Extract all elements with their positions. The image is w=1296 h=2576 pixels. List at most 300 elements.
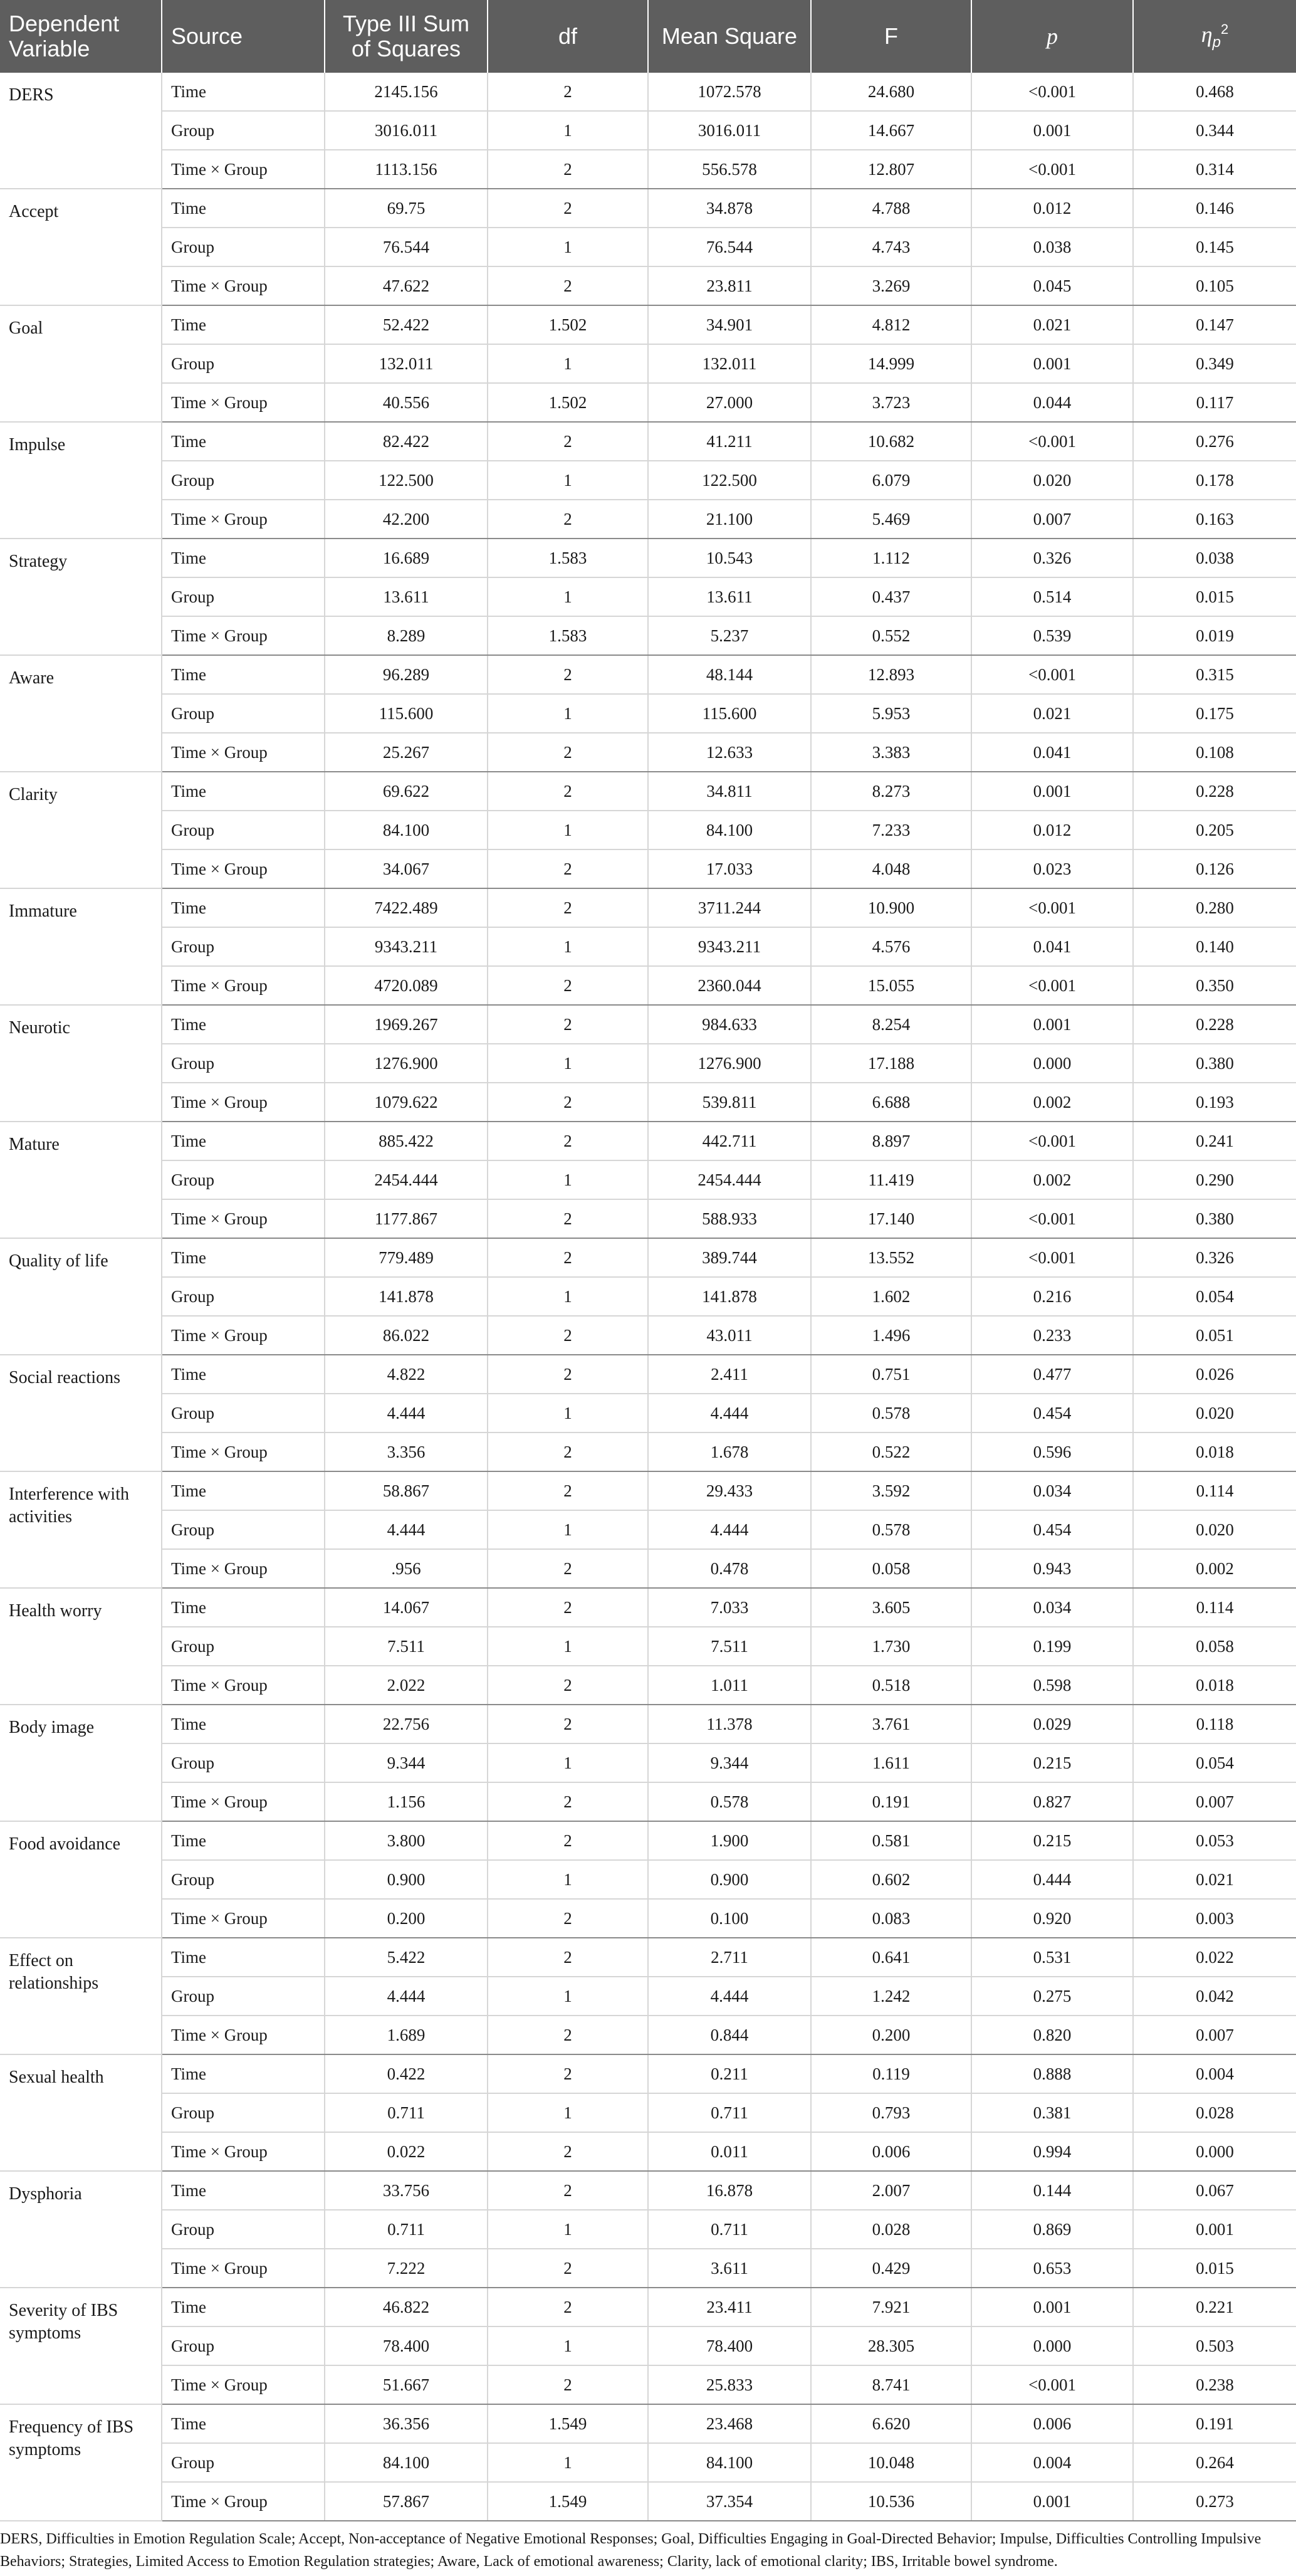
table-row: [0, 2365, 1296, 2404]
cell-f: 8.897: [811, 1122, 971, 1160]
cell-df: 1.549: [488, 2482, 648, 2521]
header-dependent-variable: Dependent Variable: [0, 0, 162, 73]
cell-p: 0.531: [971, 1938, 1133, 1977]
cell-df: 2: [488, 1005, 648, 1044]
cell-source: Time × Group: [162, 2365, 325, 2404]
cell-partial-eta-squared: 0.114: [1133, 1471, 1296, 1510]
table-row: [0, 2288, 1296, 2326]
cell-df: 1: [488, 1627, 648, 1666]
table-row: [0, 1821, 1296, 1860]
cell-source: Time: [162, 888, 325, 927]
table-row: [0, 1199, 1296, 1238]
cell-mean-square: 132.011: [648, 344, 811, 383]
cell-p: <0.001: [971, 73, 1133, 111]
cell-sum-of-squares: 4.822: [325, 1355, 488, 1394]
cell-df: 1: [488, 1510, 648, 1549]
header-p-label: p: [1047, 24, 1058, 49]
cell-source: Time × Group: [162, 1782, 325, 1821]
table-row: [0, 2482, 1296, 2521]
cell-f: 2.007: [811, 2171, 971, 2210]
table-row: [0, 1588, 1296, 1627]
cell-df: 1: [488, 811, 648, 849]
cell-sum-of-squares: 58.867: [325, 1471, 488, 1510]
cell-partial-eta-squared: 0.021: [1133, 1860, 1296, 1899]
cell-mean-square: 2.711: [648, 1938, 811, 1977]
cell-df: 1: [488, 1743, 648, 1782]
dependent-variable-cell: Goal: [0, 305, 162, 422]
cell-source: Time: [162, 422, 325, 461]
cell-sum-of-squares: 40.556: [325, 383, 488, 422]
dependent-variable-cell: Social reactions: [0, 1355, 162, 1471]
cell-f: 1.112: [811, 539, 971, 577]
cell-mean-square: 48.144: [648, 655, 811, 694]
cell-partial-eta-squared: 0.058: [1133, 1627, 1296, 1666]
cell-p: 0.001: [971, 344, 1133, 383]
cell-partial-eta-squared: 0.118: [1133, 1705, 1296, 1743]
table-header: [0, 0, 1296, 73]
cell-p: 0.021: [971, 305, 1133, 344]
cell-f: 4.788: [811, 189, 971, 228]
cell-f: 0.058: [811, 1549, 971, 1588]
cell-f: 3.723: [811, 383, 971, 422]
cell-f: 3.761: [811, 1705, 971, 1743]
cell-sum-of-squares: 13.611: [325, 577, 488, 616]
cell-partial-eta-squared: 0.314: [1133, 150, 1296, 189]
cell-df: 2: [488, 1471, 648, 1510]
cell-f: 4.576: [811, 927, 971, 966]
cell-df: 1: [488, 577, 648, 616]
cell-df: 2: [488, 2288, 648, 2326]
cell-partial-eta-squared: 0.349: [1133, 344, 1296, 383]
cell-sum-of-squares: 78.400: [325, 2326, 488, 2365]
dependent-variable-cell: Frequency of IBS symptoms: [0, 2404, 162, 2521]
cell-partial-eta-squared: 0.007: [1133, 2016, 1296, 2054]
cell-df: 2: [488, 1666, 648, 1705]
cell-mean-square: 0.578: [648, 1782, 811, 1821]
cell-partial-eta-squared: 0.315: [1133, 655, 1296, 694]
cell-source: Group: [162, 2210, 325, 2249]
cell-partial-eta-squared: 0.238: [1133, 2365, 1296, 2404]
cell-partial-eta-squared: 0.205: [1133, 811, 1296, 849]
cell-partial-eta-squared: 0.108: [1133, 733, 1296, 772]
cell-f: 4.743: [811, 228, 971, 266]
cell-sum-of-squares: 1177.867: [325, 1199, 488, 1238]
cell-p: 0.326: [971, 539, 1133, 577]
cell-source: Group: [162, 228, 325, 266]
cell-f: 0.006: [811, 2132, 971, 2171]
cell-sum-of-squares: 0.711: [325, 2093, 488, 2132]
cell-source: Group: [162, 1044, 325, 1083]
cell-p: 0.002: [971, 1083, 1133, 1122]
cell-mean-square: 141.878: [648, 1277, 811, 1316]
dependent-variable-cell: Body image: [0, 1705, 162, 1821]
table-row: [0, 1355, 1296, 1394]
table-row: [0, 849, 1296, 888]
cell-df: 1: [488, 1277, 648, 1316]
cell-sum-of-squares: 1079.622: [325, 1083, 488, 1122]
table-row: [0, 500, 1296, 539]
cell-sum-of-squares: 47.622: [325, 266, 488, 305]
cell-sum-of-squares: 51.667: [325, 2365, 488, 2404]
table-row: [0, 2132, 1296, 2171]
cell-p: 0.454: [971, 1510, 1133, 1549]
cell-mean-square: 43.011: [648, 1316, 811, 1355]
cell-df: 1: [488, 1860, 648, 1899]
cell-sum-of-squares: 2454.444: [325, 1160, 488, 1199]
cell-mean-square: 9.344: [648, 1743, 811, 1782]
cell-p: 0.215: [971, 1821, 1133, 1860]
cell-f: 17.140: [811, 1199, 971, 1238]
cell-partial-eta-squared: 0.054: [1133, 1743, 1296, 1782]
cell-source: Time × Group: [162, 2482, 325, 2521]
cell-p: 0.002: [971, 1160, 1133, 1199]
cell-mean-square: 2.411: [648, 1355, 811, 1394]
cell-source: Time: [162, 73, 325, 111]
cell-f: 0.191: [811, 1782, 971, 1821]
cell-partial-eta-squared: 0.019: [1133, 616, 1296, 655]
cell-sum-of-squares: 96.289: [325, 655, 488, 694]
cell-partial-eta-squared: 0.117: [1133, 383, 1296, 422]
cell-mean-square: 556.578: [648, 150, 811, 189]
cell-mean-square: 389.744: [648, 1238, 811, 1277]
table-row: [0, 189, 1296, 228]
cell-df: 1: [488, 1044, 648, 1083]
cell-f: 0.518: [811, 1666, 971, 1705]
cell-mean-square: 3.611: [648, 2249, 811, 2288]
cell-source: Group: [162, 344, 325, 383]
cell-partial-eta-squared: 0.000: [1133, 2132, 1296, 2171]
cell-p: <0.001: [971, 1238, 1133, 1277]
cell-mean-square: 1276.900: [648, 1044, 811, 1083]
cell-df: 1.583: [488, 616, 648, 655]
cell-sum-of-squares: 1113.156: [325, 150, 488, 189]
table-row: [0, 1666, 1296, 1705]
cell-partial-eta-squared: 0.004: [1133, 2054, 1296, 2093]
cell-f: 6.079: [811, 461, 971, 500]
cell-source: Time: [162, 1588, 325, 1627]
cell-mean-square: 21.100: [648, 500, 811, 539]
cell-partial-eta-squared: 0.178: [1133, 461, 1296, 500]
cell-source: Time: [162, 655, 325, 694]
dependent-variable-cell: Clarity: [0, 772, 162, 888]
cell-f: 0.028: [811, 2210, 971, 2249]
cell-source: Time × Group: [162, 1433, 325, 1471]
cell-p: <0.001: [971, 1199, 1133, 1238]
cell-p: <0.001: [971, 150, 1133, 189]
cell-f: 13.552: [811, 1238, 971, 1277]
cell-mean-square: 115.600: [648, 694, 811, 733]
cell-mean-square: 4.444: [648, 1394, 811, 1433]
cell-mean-square: 23.411: [648, 2288, 811, 2326]
cell-partial-eta-squared: 0.038: [1133, 539, 1296, 577]
cell-source: Group: [162, 2326, 325, 2365]
header-eta-symbol: η: [1201, 22, 1213, 48]
cell-p: 0.454: [971, 1394, 1133, 1433]
cell-source: Time: [162, 772, 325, 811]
cell-partial-eta-squared: 0.053: [1133, 1821, 1296, 1860]
cell-source: Time: [162, 1821, 325, 1860]
cell-p: <0.001: [971, 1122, 1133, 1160]
cell-partial-eta-squared: 0.140: [1133, 927, 1296, 966]
cell-partial-eta-squared: 0.191: [1133, 2404, 1296, 2443]
cell-df: 2: [488, 733, 648, 772]
cell-p: 0.012: [971, 189, 1133, 228]
header-eta-superscript: 2: [1220, 21, 1229, 38]
cell-df: 1.549: [488, 2404, 648, 2443]
cell-df: 2: [488, 2249, 648, 2288]
cell-f: 3.269: [811, 266, 971, 305]
cell-sum-of-squares: 7.511: [325, 1627, 488, 1666]
cell-sum-of-squares: 1969.267: [325, 1005, 488, 1044]
cell-f: 12.807: [811, 150, 971, 189]
cell-sum-of-squares: 2.022: [325, 1666, 488, 1705]
cell-partial-eta-squared: 0.018: [1133, 1433, 1296, 1471]
cell-df: 1: [488, 694, 648, 733]
cell-f: 28.305: [811, 2326, 971, 2365]
table-row: [0, 1471, 1296, 1510]
table-row: [0, 1083, 1296, 1122]
cell-sum-of-squares: 52.422: [325, 305, 488, 344]
cell-partial-eta-squared: 0.022: [1133, 1938, 1296, 1977]
cell-sum-of-squares: 84.100: [325, 811, 488, 849]
cell-mean-square: 76.544: [648, 228, 811, 266]
cell-p: 0.539: [971, 616, 1133, 655]
cell-df: 2: [488, 266, 648, 305]
cell-sum-of-squares: 8.289: [325, 616, 488, 655]
cell-mean-square: 34.811: [648, 772, 811, 811]
cell-df: 2: [488, 1355, 648, 1394]
cell-f: 0.602: [811, 1860, 971, 1899]
cell-partial-eta-squared: 0.264: [1133, 2443, 1296, 2482]
cell-p: 0.012: [971, 811, 1133, 849]
cell-partial-eta-squared: 0.020: [1133, 1510, 1296, 1549]
cell-sum-of-squares: 0.200: [325, 1899, 488, 1938]
cell-f: 0.578: [811, 1394, 971, 1433]
cell-partial-eta-squared: 0.228: [1133, 1005, 1296, 1044]
cell-source: Group: [162, 1510, 325, 1549]
cell-f: 15.055: [811, 966, 971, 1005]
header-row: [0, 0, 1296, 73]
cell-mean-square: 12.633: [648, 733, 811, 772]
cell-sum-of-squares: 14.067: [325, 1588, 488, 1627]
cell-mean-square: 29.433: [648, 1471, 811, 1510]
cell-p: 0.004: [971, 2443, 1133, 2482]
cell-df: 2: [488, 2132, 648, 2171]
cell-p: 0.444: [971, 1860, 1133, 1899]
cell-sum-of-squares: 69.75: [325, 189, 488, 228]
cell-source: Time: [162, 1355, 325, 1394]
cell-partial-eta-squared: 0.067: [1133, 2171, 1296, 2210]
cell-f: 17.188: [811, 1044, 971, 1083]
cell-partial-eta-squared: 0.193: [1133, 1083, 1296, 1122]
cell-mean-square: 122.500: [648, 461, 811, 500]
cell-sum-of-squares: 16.689: [325, 539, 488, 577]
cell-partial-eta-squared: 0.042: [1133, 1977, 1296, 2016]
cell-f: 5.953: [811, 694, 971, 733]
cell-p: 0.029: [971, 1705, 1133, 1743]
dependent-variable-cell: Effect on relationships: [0, 1938, 162, 2054]
cell-source: Time × Group: [162, 150, 325, 189]
header-source: Source: [162, 0, 325, 73]
cell-df: 2: [488, 849, 648, 888]
cell-source: Time: [162, 1005, 325, 1044]
cell-source: Group: [162, 1627, 325, 1666]
cell-f: 6.620: [811, 2404, 971, 2443]
cell-partial-eta-squared: 0.146: [1133, 189, 1296, 228]
cell-mean-square: 10.543: [648, 539, 811, 577]
cell-f: 10.900: [811, 888, 971, 927]
cell-df: 2: [488, 1122, 648, 1160]
cell-partial-eta-squared: 0.007: [1133, 1782, 1296, 1821]
cell-mean-square: 37.354: [648, 2482, 811, 2521]
cell-sum-of-squares: 1.156: [325, 1782, 488, 1821]
cell-f: 0.083: [811, 1899, 971, 1938]
dependent-variable-cell: Sexual health: [0, 2054, 162, 2171]
cell-source: Group: [162, 1277, 325, 1316]
header-sum-of-squares: Type III Sum of Squares: [325, 0, 488, 73]
cell-p: 0.000: [971, 1044, 1133, 1083]
cell-f: 7.921: [811, 2288, 971, 2326]
cell-p: 0.007: [971, 500, 1133, 539]
cell-partial-eta-squared: 0.147: [1133, 305, 1296, 344]
cell-f: 8.273: [811, 772, 971, 811]
cell-p: 0.006: [971, 2404, 1133, 2443]
cell-f: 10.682: [811, 422, 971, 461]
cell-df: 1: [488, 2326, 648, 2365]
table-row: [0, 1549, 1296, 1588]
cell-sum-of-squares: 33.756: [325, 2171, 488, 2210]
cell-p: 0.514: [971, 577, 1133, 616]
cell-mean-square: 7.033: [648, 1588, 811, 1627]
cell-f: 1.611: [811, 1743, 971, 1782]
cell-mean-square: 0.711: [648, 2210, 811, 2249]
cell-source: Time × Group: [162, 383, 325, 422]
header-eta-subscript: p: [1212, 34, 1221, 51]
table-row: [0, 1743, 1296, 1782]
cell-source: Time × Group: [162, 1899, 325, 1938]
cell-source: Time × Group: [162, 1549, 325, 1588]
cell-sum-of-squares: 4.444: [325, 1394, 488, 1433]
cell-df: 2: [488, 1782, 648, 1821]
cell-partial-eta-squared: 0.468: [1133, 73, 1296, 111]
cell-partial-eta-squared: 0.051: [1133, 1316, 1296, 1355]
table-row: [0, 1394, 1296, 1433]
cell-mean-square: 4.444: [648, 1510, 811, 1549]
cell-p: 0.001: [971, 2288, 1133, 2326]
table-row: [0, 2054, 1296, 2093]
cell-source: Time × Group: [162, 2016, 325, 2054]
table-row: [0, 2210, 1296, 2249]
cell-partial-eta-squared: 0.020: [1133, 1394, 1296, 1433]
cell-partial-eta-squared: 0.326: [1133, 1238, 1296, 1277]
cell-p: 0.477: [971, 1355, 1133, 1394]
cell-df: 2: [488, 1199, 648, 1238]
cell-sum-of-squares: 76.544: [325, 228, 488, 266]
cell-partial-eta-squared: 0.145: [1133, 228, 1296, 266]
cell-source: Time: [162, 305, 325, 344]
cell-sum-of-squares: 46.822: [325, 2288, 488, 2326]
table-row: [0, 1627, 1296, 1666]
cell-partial-eta-squared: 0.126: [1133, 849, 1296, 888]
table-row: [0, 927, 1296, 966]
cell-partial-eta-squared: 0.175: [1133, 694, 1296, 733]
table-row: [0, 616, 1296, 655]
cell-partial-eta-squared: 0.018: [1133, 1666, 1296, 1705]
cell-mean-square: 3711.244: [648, 888, 811, 927]
cell-df: 1: [488, 228, 648, 266]
cell-mean-square: 25.833: [648, 2365, 811, 2404]
table-row: [0, 2093, 1296, 2132]
cell-df: 2: [488, 1083, 648, 1122]
header-mean-square: Mean Square: [648, 0, 811, 73]
header-p: [971, 0, 1133, 73]
cell-source: Group: [162, 461, 325, 500]
cell-p: 0.994: [971, 2132, 1133, 2171]
cell-source: Time: [162, 1938, 325, 1977]
cell-df: 2: [488, 655, 648, 694]
cell-source: Time × Group: [162, 966, 325, 1005]
cell-mean-square: 41.211: [648, 422, 811, 461]
cell-p: 0.045: [971, 266, 1133, 305]
dependent-variable-cell: Mature: [0, 1122, 162, 1238]
table-row: [0, 1860, 1296, 1899]
cell-source: Group: [162, 1394, 325, 1433]
cell-df: 1: [488, 111, 648, 150]
cell-source: Group: [162, 1743, 325, 1782]
cell-sum-of-squares: 9343.211: [325, 927, 488, 966]
cell-partial-eta-squared: 0.350: [1133, 966, 1296, 1005]
table-row: [0, 461, 1296, 500]
cell-p: 0.943: [971, 1549, 1133, 1588]
cell-mean-square: 539.811: [648, 1083, 811, 1122]
cell-df: 1: [488, 2443, 648, 2482]
table-body: [0, 73, 1296, 2521]
cell-mean-square: 17.033: [648, 849, 811, 888]
cell-sum-of-squares: 57.867: [325, 2482, 488, 2521]
table-row: [0, 1122, 1296, 1160]
table-row: [0, 2171, 1296, 2210]
cell-sum-of-squares: 9.344: [325, 1743, 488, 1782]
cell-source: Time × Group: [162, 1316, 325, 1355]
cell-p: 0.000: [971, 2326, 1133, 2365]
cell-mean-square: 984.633: [648, 1005, 811, 1044]
cell-p: 0.381: [971, 2093, 1133, 2132]
cell-source: Group: [162, 111, 325, 150]
cell-partial-eta-squared: 0.114: [1133, 1588, 1296, 1627]
cell-p: 0.041: [971, 927, 1133, 966]
cell-f: 0.119: [811, 2054, 971, 2093]
cell-source: Group: [162, 927, 325, 966]
cell-mean-square: 5.237: [648, 616, 811, 655]
cell-sum-of-squares: 34.067: [325, 849, 488, 888]
table-row: [0, 577, 1296, 616]
table-row: [0, 2404, 1296, 2443]
table-row: [0, 811, 1296, 849]
cell-f: 14.999: [811, 344, 971, 383]
cell-f: 4.048: [811, 849, 971, 888]
dependent-variable-cell: Neurotic: [0, 1005, 162, 1122]
cell-partial-eta-squared: 0.228: [1133, 772, 1296, 811]
cell-mean-square: 3016.011: [648, 111, 811, 150]
cell-sum-of-squares: .956: [325, 1549, 488, 1588]
cell-mean-square: 0.478: [648, 1549, 811, 1588]
cell-df: 2: [488, 2054, 648, 2093]
cell-p: <0.001: [971, 422, 1133, 461]
cell-p: 0.023: [971, 849, 1133, 888]
cell-source: Time: [162, 189, 325, 228]
cell-df: 2: [488, 73, 648, 111]
cell-df: 1: [488, 2093, 648, 2132]
